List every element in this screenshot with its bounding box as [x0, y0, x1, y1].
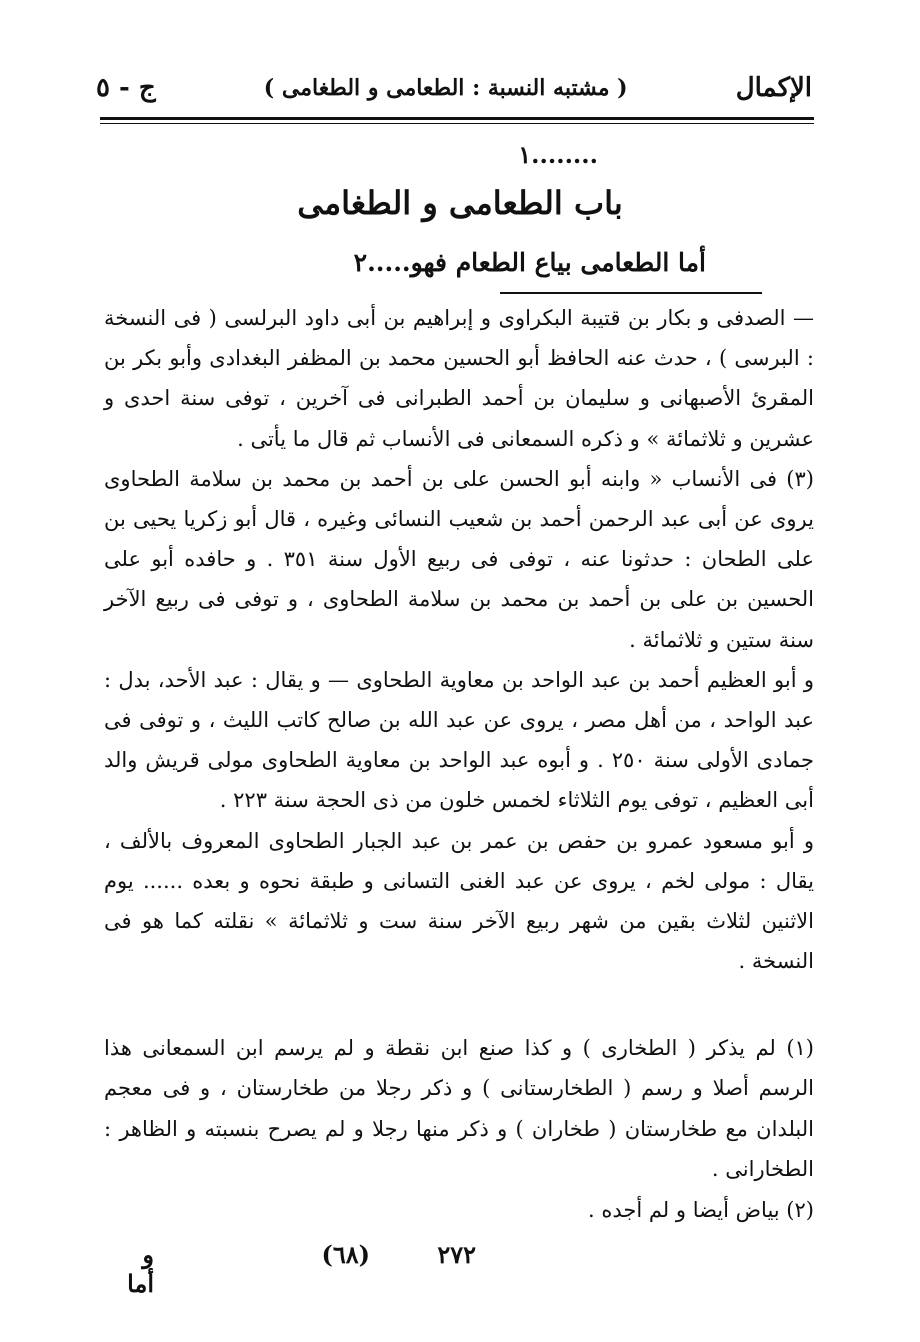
catchword: و أما [127, 1240, 154, 1298]
ellipsis-line: ........١ [518, 140, 598, 169]
footnote-separator-rule [500, 292, 762, 294]
body-paragraph: و أبو العظيم أحمد بن عبد الواحد بن معاوية الطحاوى — و يقال : عبد الأحد، بدل : عبد الواحد ، من أهل مصر ، يروى عن عبد الله بن صالح كاتب الليث ، و توفى فى جمادى الأولى سنة ٢٥٠ . و أبوه عبد الواحد بن معاوية الطحاوى مولى قريش والد أبى العظيم ، توفى يوم الثلاثاء لخمس خلون من ذى الحجة سنة ٢٢٣ . [104, 667, 814, 813]
page-footer [118, 1240, 802, 1298]
footnote: (٢) بياض أيضا و لم أجده . [587, 1197, 814, 1222]
running-header [96, 68, 812, 108]
header-rule-thin [100, 123, 814, 124]
page-number: ٢٧٢ [437, 1240, 476, 1269]
chapter-title: باب الطعامى و الطغامى [297, 184, 623, 222]
body-paragraph: (٣) فى الأنساب « وابنه أبو الحسن على بن أحمد بن محمد بن سلامة الطحاوى يروى عن أبى عبد الرحمن أحمد بن شعيب النسائى وغيره ، قال أبو زكريا يحيى بن على الطحان : حدثونا عنه ، توفى فى ربيع الأول سنة ٣٥١ . و حافده أبو على الحسين بن على بن أحمد بن محمد بن سلامة الطحاوى ، و توفى فى ربيع الآخر سنة ستين و ثلاثمائة . [104, 466, 814, 652]
footnote: (١) لم يذكر ( الطخارى ) و كذا صنع ابن نقطة و لم يرسم ابن السمعانى هذا الرسم أصلا و رسم ( الطخارستانى ) و ذكر رجلا من طخارستان ، و فى معجم البلدان مع طخارستان ( طخاران ) و ذكر منها رجلا و لم يصرح بنسبته و الظاهر : الطخارانى . [104, 1036, 814, 1182]
section-number: (٦٨) [321, 1240, 370, 1269]
footnotes [104, 1028, 814, 1230]
volume-label: ج - ٥ [96, 73, 156, 103]
book-title: الإكمال [735, 73, 812, 103]
body-text [104, 298, 814, 981]
body-paragraph: — الصدفى و بكار بن قتيبة البكراوى و إبراهيم بن أبى داود البرلسى ( فى النسخة : البرسى ) ، حدث عنه الحافظ أبو الحسين محمد بن المظفر البغدادى وأبو بكر بن المقرئ الأصبهانى و سليمان بن أحمد الطبرانى فى آخرين ، توفى سنة احدى و عشرين و ثلاثمائة » و ذكره السمعانى فى الأنساب ثم قال ما يأتى . [104, 306, 814, 451]
header-rule [100, 117, 814, 120]
body-paragraph: و أبو مسعود عمرو بن حفص بن عمر بن عبد الجبار الطحاوى المعروف بالألف ، يقال : مولى لخم ، يروى عن عبد الغنى التسانى و طبقة نحوه و بعده ...... يوم الاثنين لثلاث بقين من شهر ربيع الآخر سنة ست و ثلاثمائة » نقلته كما هو فى النسخة . [104, 828, 814, 974]
intro-line: أما الطعامى بياع الطعام فهو.....٢ [353, 248, 706, 277]
section-title: ( مشتبه النسبة : الطعامى و الطغامى ) [263, 75, 628, 101]
